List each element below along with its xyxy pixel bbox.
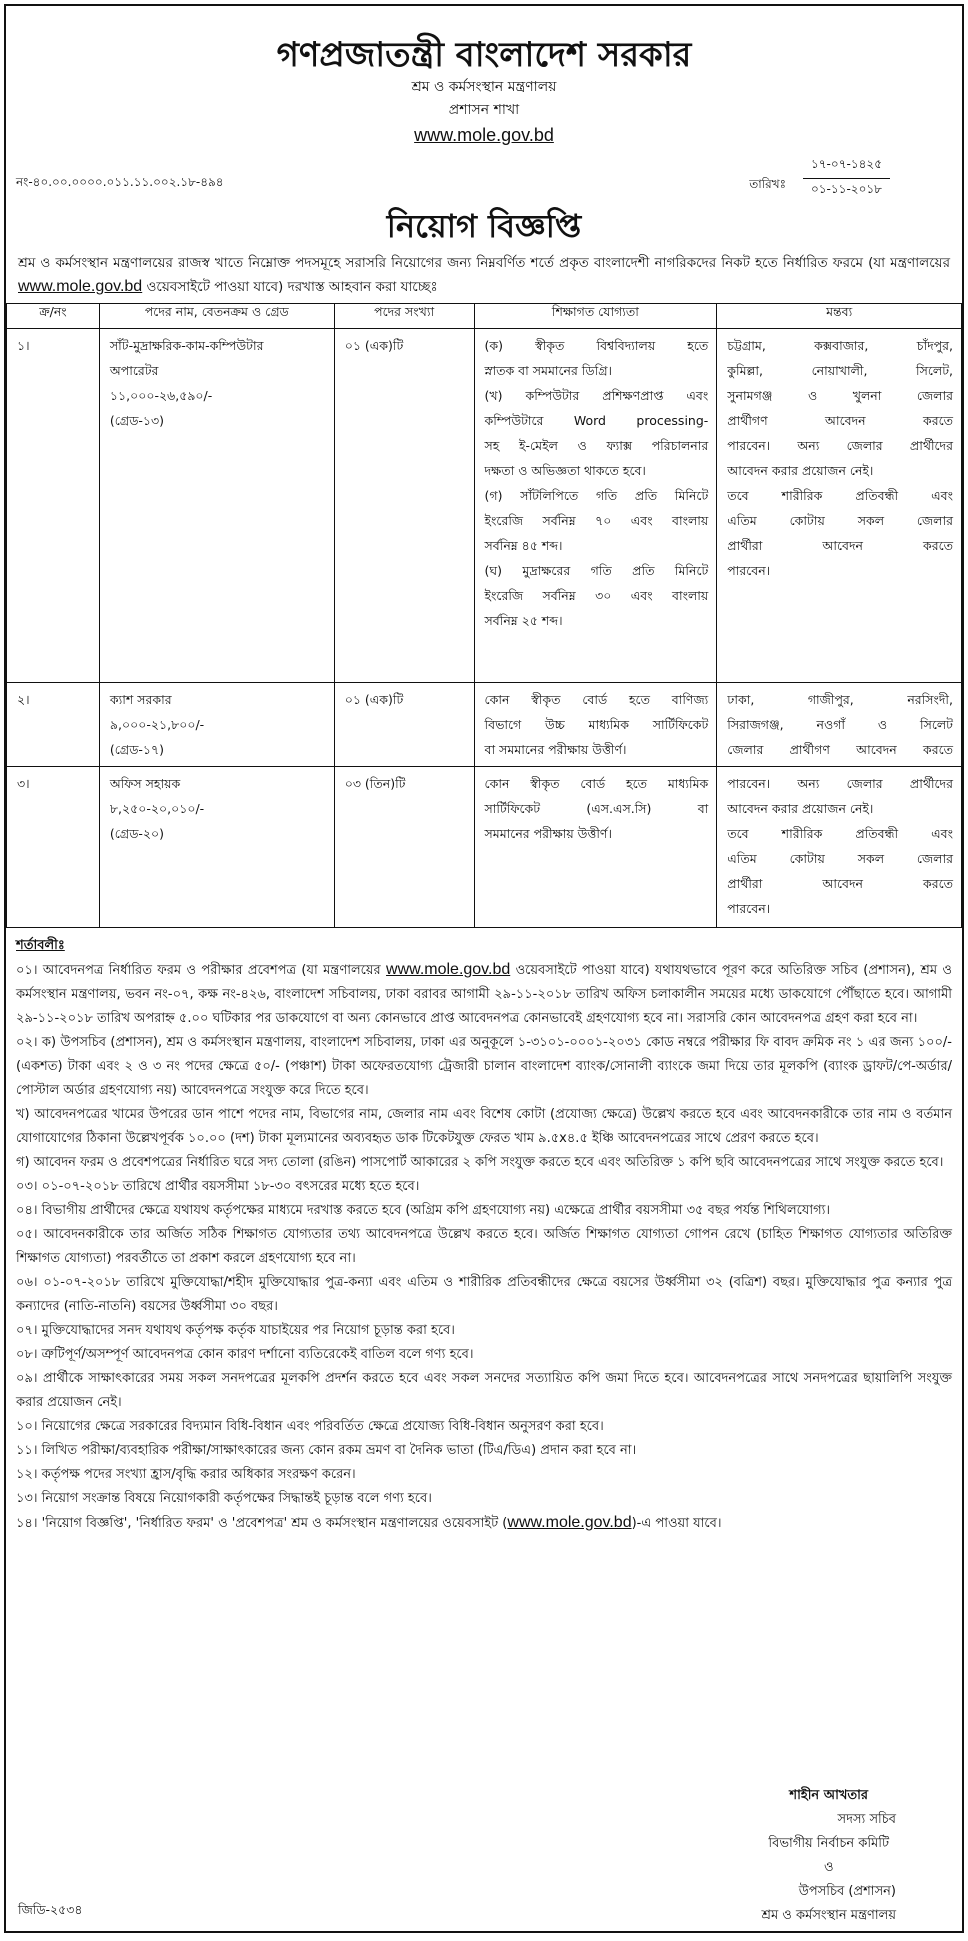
row-post-name: [99, 683, 334, 767]
condition-04: ০৪। বিভাগীয় প্রার্থীদের ক্ষেত্রে যথাযথ কর্তৃপক্ষের মাধ্যমে দরখাস্ত করতে হবে (অগ্রিম কপি গ্রহণযোগ্য নয়) এক্ষেত্রে প্রার্থীর বয়সসীমা ৩৫ বছর পর্যন্ত শিথিলযোগ্য।: [16, 1203, 831, 1218]
row-serial: ৩।: [7, 767, 100, 928]
condition-13: ১৩। নিয়োগ সংক্রান্ত বিষয়ে নিয়োগকারী কর্তৃপক্ষের সিদ্ধান্তই চূড়ান্ত বলে গণ্য হবে।: [16, 1491, 432, 1506]
row-serial: ২।: [7, 683, 100, 767]
signatory-conjunction: ও: [823, 1860, 834, 1875]
ministry-name: শ্রম ও কর্মসংস্থান মন্ত্রণালয়: [411, 79, 557, 95]
row-post-count: ০৩ (তিন)টি: [334, 767, 474, 928]
row-qualification: [474, 683, 717, 767]
condition-14-website-link[interactable]: www.mole.gov.bd: [507, 1514, 632, 1531]
condition-06: ০৬। ০১-০৭-২০১৮ তারিখে মুক্তিযোদ্ধা/শহীদ মুক্তিযোদ্ধার পুত্র-কন্যা এবং এতিম ও শারীরিক প্রতিবন্ধীদের ক্ষেত্রে বয়সের উর্ধ্বসীমা ৩২ (বত্রিশ) বছর। মুক্তিযোদ্ধার পুত্র কন্যার পুত্র কন্যাদের (নাতি-নাতনি) বয়সের উর্ধ্বসীমা ৩০ বছর।: [16, 1275, 952, 1314]
qualification-line: সর্বনিম্ন ৪৫ শব্দ।: [484, 538, 563, 553]
remarks-line: আবেদন করার প্রয়োজন নেই।: [727, 463, 874, 478]
qualification-line: দক্ষতা ও অভিজ্ঞতা থাকতে হবে।: [484, 463, 646, 478]
pay-scale: ৮,২৫০-২০,০১০/-: [109, 801, 205, 816]
remarks-line: তবে শারীরিক প্রতিবন্ধী এবং: [727, 488, 953, 503]
signatory-ministry: শ্রম ও কর্মসংস্থান মন্ত্রণালয়: [761, 1908, 896, 1923]
qualification-line: সহ ই-মেইল ও ফ্যাক্স পরিচালনার: [484, 438, 709, 453]
header-remarks: মন্তব্য: [717, 304, 962, 329]
signatory-title-2: বিভাগীয় নির্বাচন কমিটি: [768, 1836, 890, 1851]
remarks-line: তবে শারীরিক প্রতিবন্ধী এবং: [727, 826, 953, 841]
qualification-line: কোন স্বীকৃত বোর্ড হতে বাণিজ্য: [484, 692, 709, 707]
row-remarks: [717, 683, 962, 767]
remarks-line: এতিম কোটায় সকল জেলার: [727, 851, 953, 866]
qualification-line: সর্বনিম্ন ২৫ শব্দ।: [484, 613, 563, 628]
grade: (গ্রেড-২০): [109, 826, 165, 841]
pay-scale: ১১,০০০-২৬,৫৯০/-: [109, 388, 213, 403]
conditions-heading: শর্তাবলীঃ: [16, 938, 65, 953]
signatory-title-1: সদস্য সচিব: [837, 1812, 896, 1827]
qualification-line: সার্টিফিকেট (এস.এস.সি) বা: [484, 801, 709, 816]
qualification-line: কোন স্বীকৃত বোর্ড হতে মাধ্যমিক: [484, 776, 709, 791]
row-post-name: [99, 329, 334, 683]
post-name: ক্যাশ সরকার: [109, 692, 172, 707]
condition-11: ১১। লিখিত পরীক্ষা/ব্যবহারিক পরীক্ষা/সাক্ষাৎকারের জন্য কোন রকম ভ্রমণ বা দৈনিক ভাতা (টিএ/ডিএ) প্রদান করা হবে না।: [16, 1443, 637, 1458]
condition-12: ১২। কর্তৃপক্ষ পদের সংখ্যা হ্রাস/বৃদ্ধি করার অধিকার সংরক্ষণ করেন।: [16, 1467, 356, 1482]
qualification-line: ইংরেজি সর্বনিম্ন ৩০ এবং বাংলায়: [484, 588, 709, 603]
date-english: ০১-১১-২০১৮: [810, 182, 882, 196]
remarks-line: আবেদন করার প্রয়োজন নেই।: [727, 801, 874, 816]
header-serial: ক্র/নং: [7, 304, 100, 329]
memo-reference: নং-৪০.০০.০০০০.০১১.১১.০০২.১৮-৪৯৪: [16, 175, 224, 189]
condition-09: ০৯। প্রার্থীকে সাক্ষাৎকারের সময় সকল সনদপত্রের মূলকপি প্রদর্শন করতে হবে এবং সকল সনদের সত্যায়িত কপি জমা দিতে হবে। আবেদনপত্রের সাথে সনদপত্রের ছায়ালিপি সংযুক্ত করার প্রয়োজন নেই।: [16, 1371, 952, 1410]
condition-14: [16, 1511, 952, 1536]
row-remarks: [717, 329, 962, 683]
remarks-line: চট্টগ্রাম, কক্সবাজার, চাঁদপুর,: [727, 338, 953, 353]
post-name: অফিস সহায়ক: [109, 776, 181, 791]
qualification-line: ইংরেজি সর্বনিম্ন ৭০ এবং বাংলায়: [484, 513, 709, 528]
table-header-row: [7, 304, 962, 329]
remarks-line: পারবেন। অন্য জেলার প্রার্থীদের: [727, 438, 953, 453]
table-row: [7, 683, 962, 767]
condition-02-ka: ০২। ক) উপসচিব (প্রশাসন), শ্রম ও কর্মসংস্থান মন্ত্রণালয়, বাংলাদেশ সচিবালয়, ঢাকা এর অনুকূলে ১-৩১০১-০০০১-২০৩১ কোড নম্বরে পরীক্ষার ফি বাবদ ক্রমিক নং ১ এর জন্য ১০০/- (একশত) টাকা এবং ২ ও ৩ নং পদের ক্ষেত্রে ৫০/- (পঞ্চাশ) টাকা অফেরতযোগ্য ট্রেজারী চালান বাংলাদেশ ব্যাংক/সোনালী ব্যাংকে জমা দিয়ে তার মূলকপি (ব্যাংক ড্রাফট/পে-অর্ডার/পোস্টাল অর্ডার গ্রহণযোগ্য নয়) আবেদনপত্রে সংযুক্ত করে দিতে হবে।: [16, 1035, 952, 1098]
header-qualification: শিক্ষাগত যোগ্যতা: [474, 304, 717, 329]
qualification-line: বা সমমানের পরীক্ষায় উত্তীর্ণ।: [484, 742, 627, 757]
row-serial: ১।: [7, 329, 100, 683]
post-name: সাঁট-মুদ্রাক্ষরিক-কাম-কম্পিউটার: [109, 338, 264, 353]
gd-code: জিডি-২৫৩৪: [18, 1902, 83, 1917]
date-bangla: ১৭-০৭-১৪২৫: [803, 156, 890, 179]
signature-block: [762, 1784, 897, 1928]
memo-date: [749, 156, 890, 201]
grade: (গ্রেড-১৭): [109, 742, 165, 757]
remarks-line: পারবেন।: [727, 901, 771, 916]
header: [6, 34, 962, 148]
remarks-line: প্রার্থীরা আবেদন করতে: [727, 538, 953, 553]
row-post-count: ০১ (এক)টি: [334, 329, 474, 683]
condition-01: [16, 958, 952, 1031]
row-qualification: [474, 329, 717, 683]
posts-table: [6, 303, 962, 928]
condition-08: ০৮। ত্রুটিপূর্ণ/অসম্পূর্ণ আবেদনপত্র কোন কারণ দর্শানো ব্যতিরেকেই বাতিল বলে গণ্য হবে।: [16, 1347, 474, 1362]
pay-scale: ৯,০০০-২১,৮০০/-: [109, 717, 205, 732]
remarks-line: সিরাজগঞ্জ, নওগাঁ ও সিলেট: [727, 717, 953, 732]
date-label: তারিখঃ: [749, 177, 786, 191]
website-link[interactable]: www.mole.gov.bd: [414, 125, 554, 145]
branch-name: প্রশাসন শাখা: [448, 102, 520, 118]
condition-14-text-a: ১৪। 'নিয়োগ বিজ্ঞপ্তি', 'নির্ধারিত ফরম' ও 'প্রবেশপত্র' শ্রম ও কর্মসংস্থান মন্ত্রণালয়ের ওয়েবসাইট (: [16, 1516, 508, 1531]
condition-01-website-link[interactable]: www.mole.gov.bd: [386, 961, 511, 978]
signatory-name: শাহীন আখতার: [789, 1788, 869, 1803]
condition-02-ga: গ) আবেদন ফরম ও প্রবেশপত্রের নির্ধারিত ঘরে সদ্য তোলা (রঙিন) পাসপোর্ট আকারের ২ কপি সংযুক্ত করতে হবে এবং অতিরিক্ত ১ কপি ছবি আবেদনপত্রের সাথে সংযুক্ত করতে হবে।: [16, 1155, 944, 1170]
condition-01-text-a: ০১। আবেদনপত্র নির্ধারিত ফরম ও পরীক্ষার প্রবেশপত্র (যা মন্ত্রণালয়ের: [16, 963, 387, 978]
grade: (গ্রেড-১৩): [109, 413, 165, 428]
condition-07: ০৭। মুক্তিযোদ্ধাদের সনদ যথাযথ কর্তৃপক্ষ কর্তৃক যাচাইয়ের পর নিয়োগ চূড়ান্ত করা হবে।: [16, 1323, 455, 1338]
row-post-count: ০১ (এক)টি: [334, 683, 474, 767]
intro-text-2: ওয়েবসাইটে পাওয়া যাবে) দরখাস্ত আহবান করা যাচ্ছেঃ: [142, 279, 438, 295]
row-post-name: [99, 767, 334, 928]
table-row: [7, 767, 962, 928]
remarks-line: কুমিল্লা, নোয়াখালী, সিলেট,: [727, 363, 953, 378]
intro-text-1: শ্রম ও কর্মসংস্থান মন্ত্রণালয়ের রাজস্ব খাতে নিম্নোক্ত পদসমূহে সরাসরি নিয়োগের জন্য নিম্নবর্ণিত শর্তে প্রকৃত বাংলাদেশী নাগরিকদের নিকট হতে নির্ধারিত ফরমে (যা মন্ত্রণালয়ের: [18, 255, 950, 271]
condition-02-kha: খ) আবেদনপত্রের খামের উপরের ডান পাশে পদের নাম, বিভাগের নাম, জেলার নাম এবং বিশেষ কোটা (প্রযোজ্য ক্ষেত্রে) উল্লেখ করতে হবে এবং আবেদনকারীকে তার নাম ও বর্তমান যোগাযোগের ঠিকানা উল্লেখপূর্বক ১০.০০ (দশ) টাকা মূল্যমানের অব্যবহৃত ডাক টিকেটযুক্ত ফেরত খাম ৯.৫x৪.৫ ইঞ্চি আবেদনপত্রের সাথে প্রেরণ করতে হবে।: [16, 1107, 952, 1146]
qualification-line: সমমানের পরীক্ষায় উত্তীর্ণ।: [484, 826, 612, 841]
condition-05: ০৫। আবেদনকারীকে তার অর্জিত সঠিক শিক্ষাগত যোগ্যতার তথ্য আবেদনপত্রে উল্লেখ করতে হবে। অর্জিত শিক্ষাগত যোগ্যতা গোপন রেখে (চাহিত শিক্ষাগত যোগ্যতার অতিরিক্ত শিক্ষাগত যোগ্যতা) পরবর্তীতে তা প্রকাশ করলে গ্রহণযোগ্য হবে না।: [16, 1227, 952, 1266]
qualification-line: (ঘ) মুদ্রাক্ষরের গতি প্রতি মিনিটে: [484, 563, 709, 578]
header-post-name: পদের নাম, বেতনক্রম ও গ্রেড: [99, 304, 334, 329]
row-qualification: [474, 767, 717, 928]
intro-paragraph: [6, 248, 962, 299]
qualification-line: (খ) কম্পিউটার প্রশিক্ষণপ্রাপ্ত এবং: [484, 388, 709, 403]
row-remarks: [717, 767, 962, 928]
qualification-line: (ক) স্বীকৃত বিশ্ববিদ্যালয় হতে: [484, 338, 709, 353]
signatory-title-3: উপসচিব (প্রশাসন): [798, 1884, 896, 1899]
remarks-line: প্রার্থীরা আবেদন করতে: [727, 876, 953, 891]
condition-03: ০৩। ০১-০৭-২০১৮ তারিখে প্রার্থীর বয়সসীমা ১৮-৩০ বৎসরের মধ্যে হতে হবে।: [16, 1179, 420, 1194]
qualification-line: (গ) সাঁটলিপিতে গতি প্রতি মিনিটে: [484, 488, 709, 503]
memo-row: [6, 148, 962, 200]
conditions-section: [6, 928, 962, 1536]
remarks-line: ঢাকা, গাজীপুর, নরসিংদী,: [727, 692, 953, 707]
header-post-count: পদের সংখ্যা: [334, 304, 474, 329]
table-row: [7, 329, 962, 683]
remarks-line: পারবেন। অন্য জেলার প্রার্থীদের: [727, 776, 953, 791]
qualification-line: কম্পিউটারে Word processing-: [484, 413, 709, 428]
remarks-line: এতিম কোটায় সকল জেলার: [727, 513, 953, 528]
condition-01-text-b: ওয়েবসাইটে পাওয়া যাবে) যথাযথভাবে পূরণ করে অতিরিক্ত সচিব (প্রশাসন), শ্রম ও কর্মসংস্থান মন্ত্রণালয়, ভবন নং-০৭, কক্ষ নং-৪২৬, বাংলাদেশ সচিবালয়, ঢাকা বরাবর আগামী ২৯-১১-২০১৮ তারিখ অফিস চলাকালীন সময়ের মধ্যে ডাকযোগে পৌঁছাতে হবে। আগামী ২৯-১১-২০১৮ তারিখ অপরাহ্ন ৫.০০ ঘটিকার পর ডাকযোগে বা অন্য কোনভাবে প্রাপ্ত আবেদনপত্র কোনভাবেই গ্রহণযোগ্য হবে না। সরাসরি কোন আবেদনপত্র গ্রহণ করা হবে না।: [16, 963, 953, 1026]
condition-10: ১০। নিয়োগের ক্ষেত্রে সরকারের বিদ্যমান বিধি-বিধান এবং পরিবর্তিত ক্ষেত্রে প্রযোজ্য বিধি-বিধান অনুসরণ করা হবে।: [16, 1419, 604, 1434]
post-name-cont: অপারেটর: [109, 363, 159, 378]
intro-website-link[interactable]: www.mole.gov.bd: [18, 278, 143, 295]
qualification-line: স্নাতক বা সমমানের ডিগ্রি।: [484, 363, 613, 378]
remarks-line: প্রার্থীগণ আবেদন করতে: [727, 413, 953, 428]
condition-14-text-b: )-এ পাওয়া যাবে।: [631, 1516, 722, 1531]
notice-title: নিয়োগ বিজ্ঞপ্তি: [386, 207, 582, 245]
remarks-line: সুনামগঞ্জ ও খুলনা জেলার: [727, 388, 953, 403]
government-title: গণপ্রজাতন্ত্রী বাংলাদেশ সরকার: [276, 35, 692, 75]
remarks-line: জেলার প্রার্থীগণ আবেদন করতে: [727, 742, 953, 757]
remarks-line: পারবেন।: [727, 563, 771, 578]
job-circular-page: [4, 4, 964, 1933]
qualification-line: বিভাগে উচ্চ মাধ্যমিক সার্টিফিকেট: [484, 717, 709, 732]
